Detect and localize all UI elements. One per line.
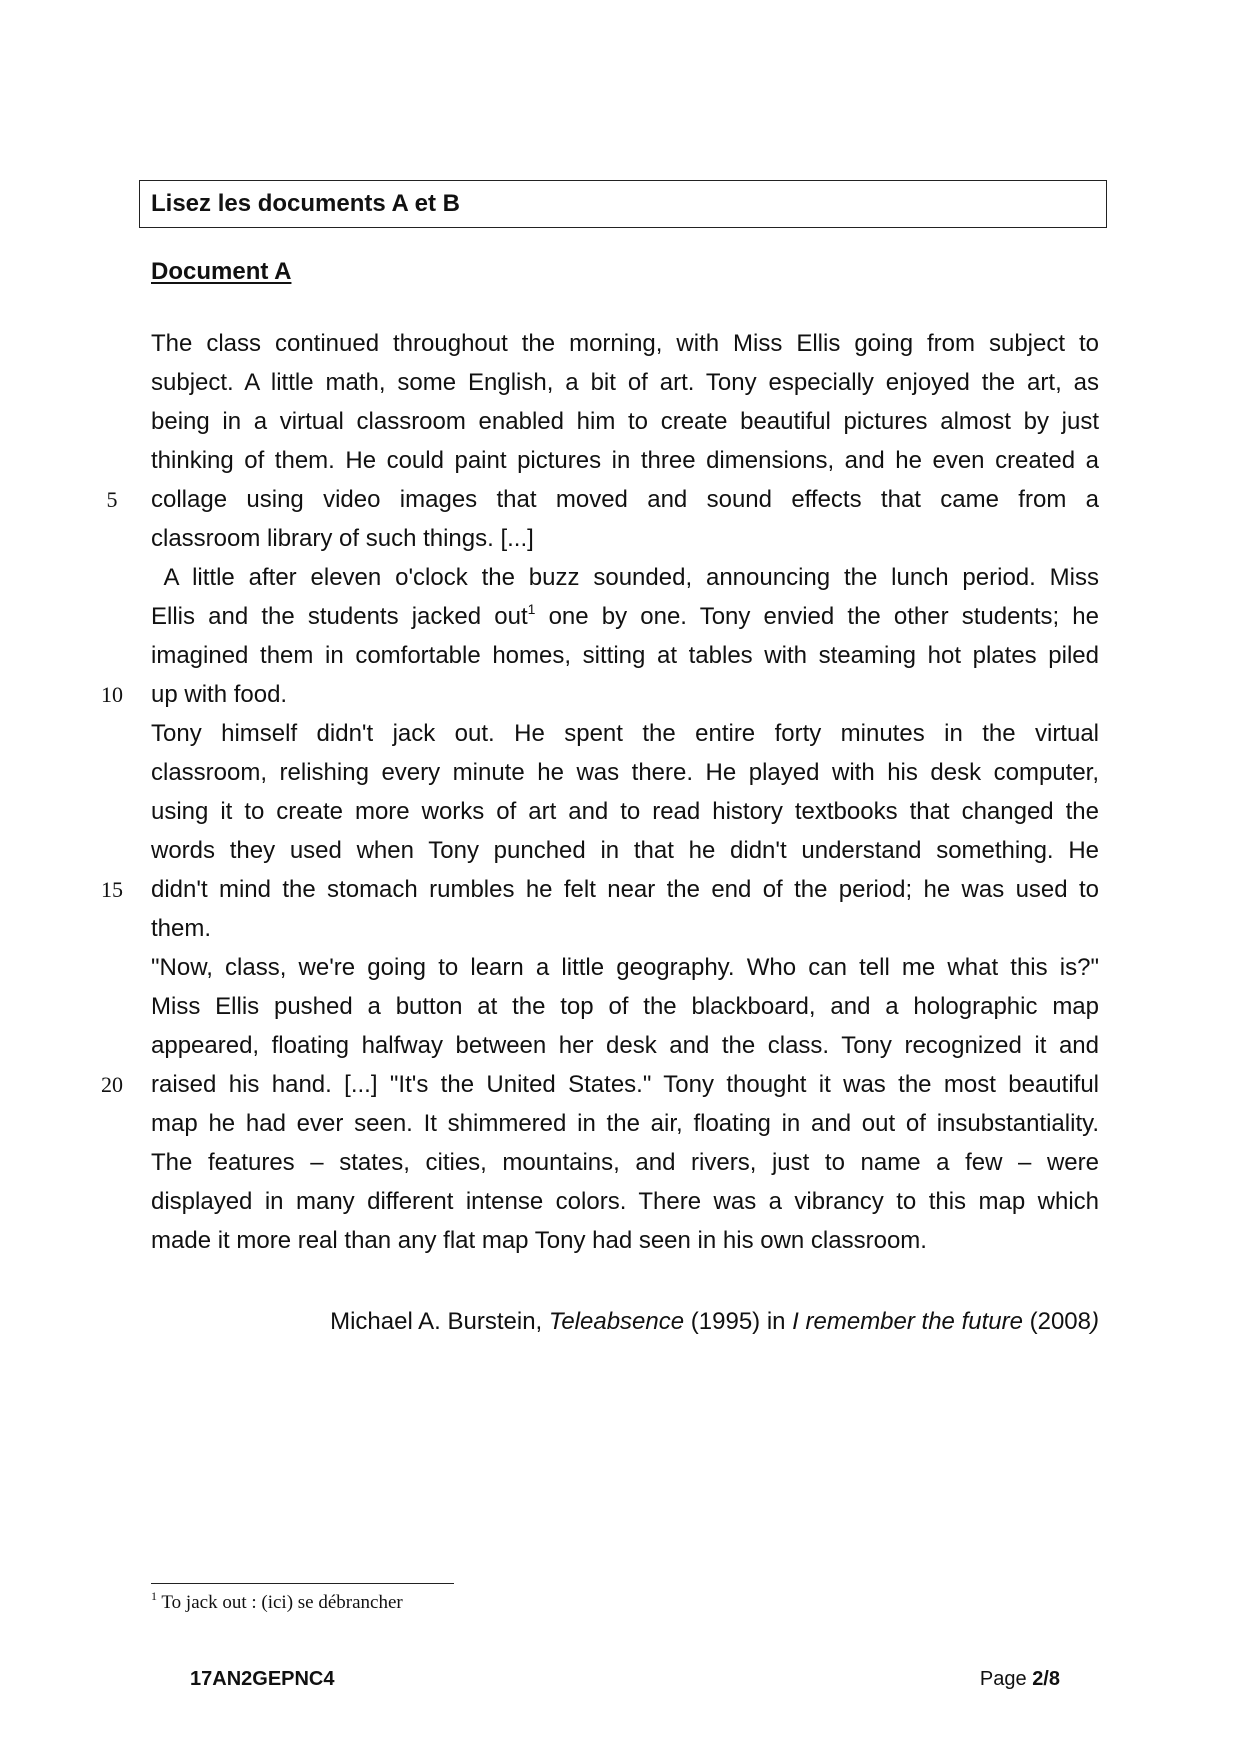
instruction-text: Lisez les documents A et B [151, 190, 460, 217]
footnote-separator [151, 1583, 454, 1584]
attribution-close: ) [1091, 1308, 1099, 1335]
text-line-5: collage using video images that moved and sound effects that came from a [151, 486, 1099, 513]
text-line-24: made it more real than any flat map Tony had seen in his own classroom. [151, 1227, 927, 1254]
footnote-reference: 1 [527, 601, 536, 617]
footer-page-number [980, 1668, 1060, 1691]
text-line-6: classroom library of such things. [...] [151, 525, 534, 552]
text-line-21: map he had ever seen. It shimmered in the air, floating in and out of insubstantiality. [151, 1110, 1099, 1137]
text-line-10: up with food. [151, 681, 288, 708]
footnote [151, 1589, 403, 1614]
text-line-15: didn't mind the stomach rumbles he felt near the end of the period; he was used to [151, 876, 1099, 903]
footnote-number: 1 [151, 1589, 157, 1603]
attribution-work: Teleabsence [548, 1308, 685, 1335]
text-line-11: Tony himself didn't jack out. He spent the entire forty minutes in the virtual [151, 720, 1099, 747]
line-8-prefix: Ellis and the students jacked out [151, 603, 528, 630]
text-line-8 [151, 597, 1099, 636]
text-line-17: "Now, class, we're going to learn a little geography. Who can tell me what this is?" [151, 954, 1099, 981]
line-number-10: 10 [101, 682, 123, 707]
text-line-3: being in a virtual classroom enabled him to create beautiful pictures almost by just [151, 408, 1099, 435]
line-8-rest: one by one. Tony envied the other students; he [548, 603, 1100, 630]
page-value: 2/8 [1032, 1668, 1060, 1690]
page-label: Page [979, 1668, 1033, 1690]
document-title: Document A [151, 258, 292, 285]
footnote-text: To jack out : (ici) se débrancher [157, 1592, 403, 1613]
attribution-author: Michael A. Burstein, [330, 1308, 549, 1335]
text-line-1: The class continued throughout the morning, with Miss Ellis going from subject to [151, 330, 1099, 357]
text-line-14: words they used when Tony punched in that he didn't understand something. He [151, 837, 1099, 864]
source-attribution [330, 1308, 1099, 1336]
text-line-13: using it to create more works of art and to read history textbooks that changed the [151, 798, 1099, 825]
text-line-16: them. [151, 915, 212, 942]
text-line-12: classroom, relishing every minute he was there. He played with his desk computer, [151, 759, 1099, 786]
text-line-4: thinking of them. He could paint pictures in three dimensions, and he even created a [151, 447, 1099, 474]
line-number-15: 15 [101, 877, 123, 902]
line-number-5: 5 [106, 487, 118, 512]
text-line-9: imagined them in comfortable homes, sitting at tables with steaming hot plates piled [151, 642, 1099, 669]
attribution-year1: (1995) in [684, 1308, 793, 1335]
text-line-19: appeared, floating halfway between her desk and the class. Tony recognized it and [151, 1032, 1099, 1059]
footer-exam-code: 17AN2GEPNC4 [190, 1668, 335, 1690]
instruction-box [139, 180, 1107, 228]
text-line-23: displayed in many different intense colors. There was a vibrancy to this map which [151, 1188, 1099, 1215]
text-line-22: The features – states, cities, mountains, and rivers, just to name a few – were [151, 1149, 1099, 1176]
text-line-7: A little after eleven o'clock the buzz sounded, announcing the lunch period. Miss [151, 564, 1099, 591]
text-line-2: subject. A little math, some English, a bit of art. Tony especially enjoyed the art, as [151, 369, 1099, 396]
attribution-collection: I remember the future [792, 1308, 1023, 1335]
text-line-20: raised his hand. [...] "It's the United States." Tony thought it was the most beautiful [151, 1071, 1099, 1098]
line-number-20: 20 [101, 1072, 123, 1097]
attribution-year2: (2008 [1022, 1308, 1091, 1335]
text-line-18: Miss Ellis pushed a button at the top of the blackboard, and a holographic map [151, 993, 1099, 1020]
